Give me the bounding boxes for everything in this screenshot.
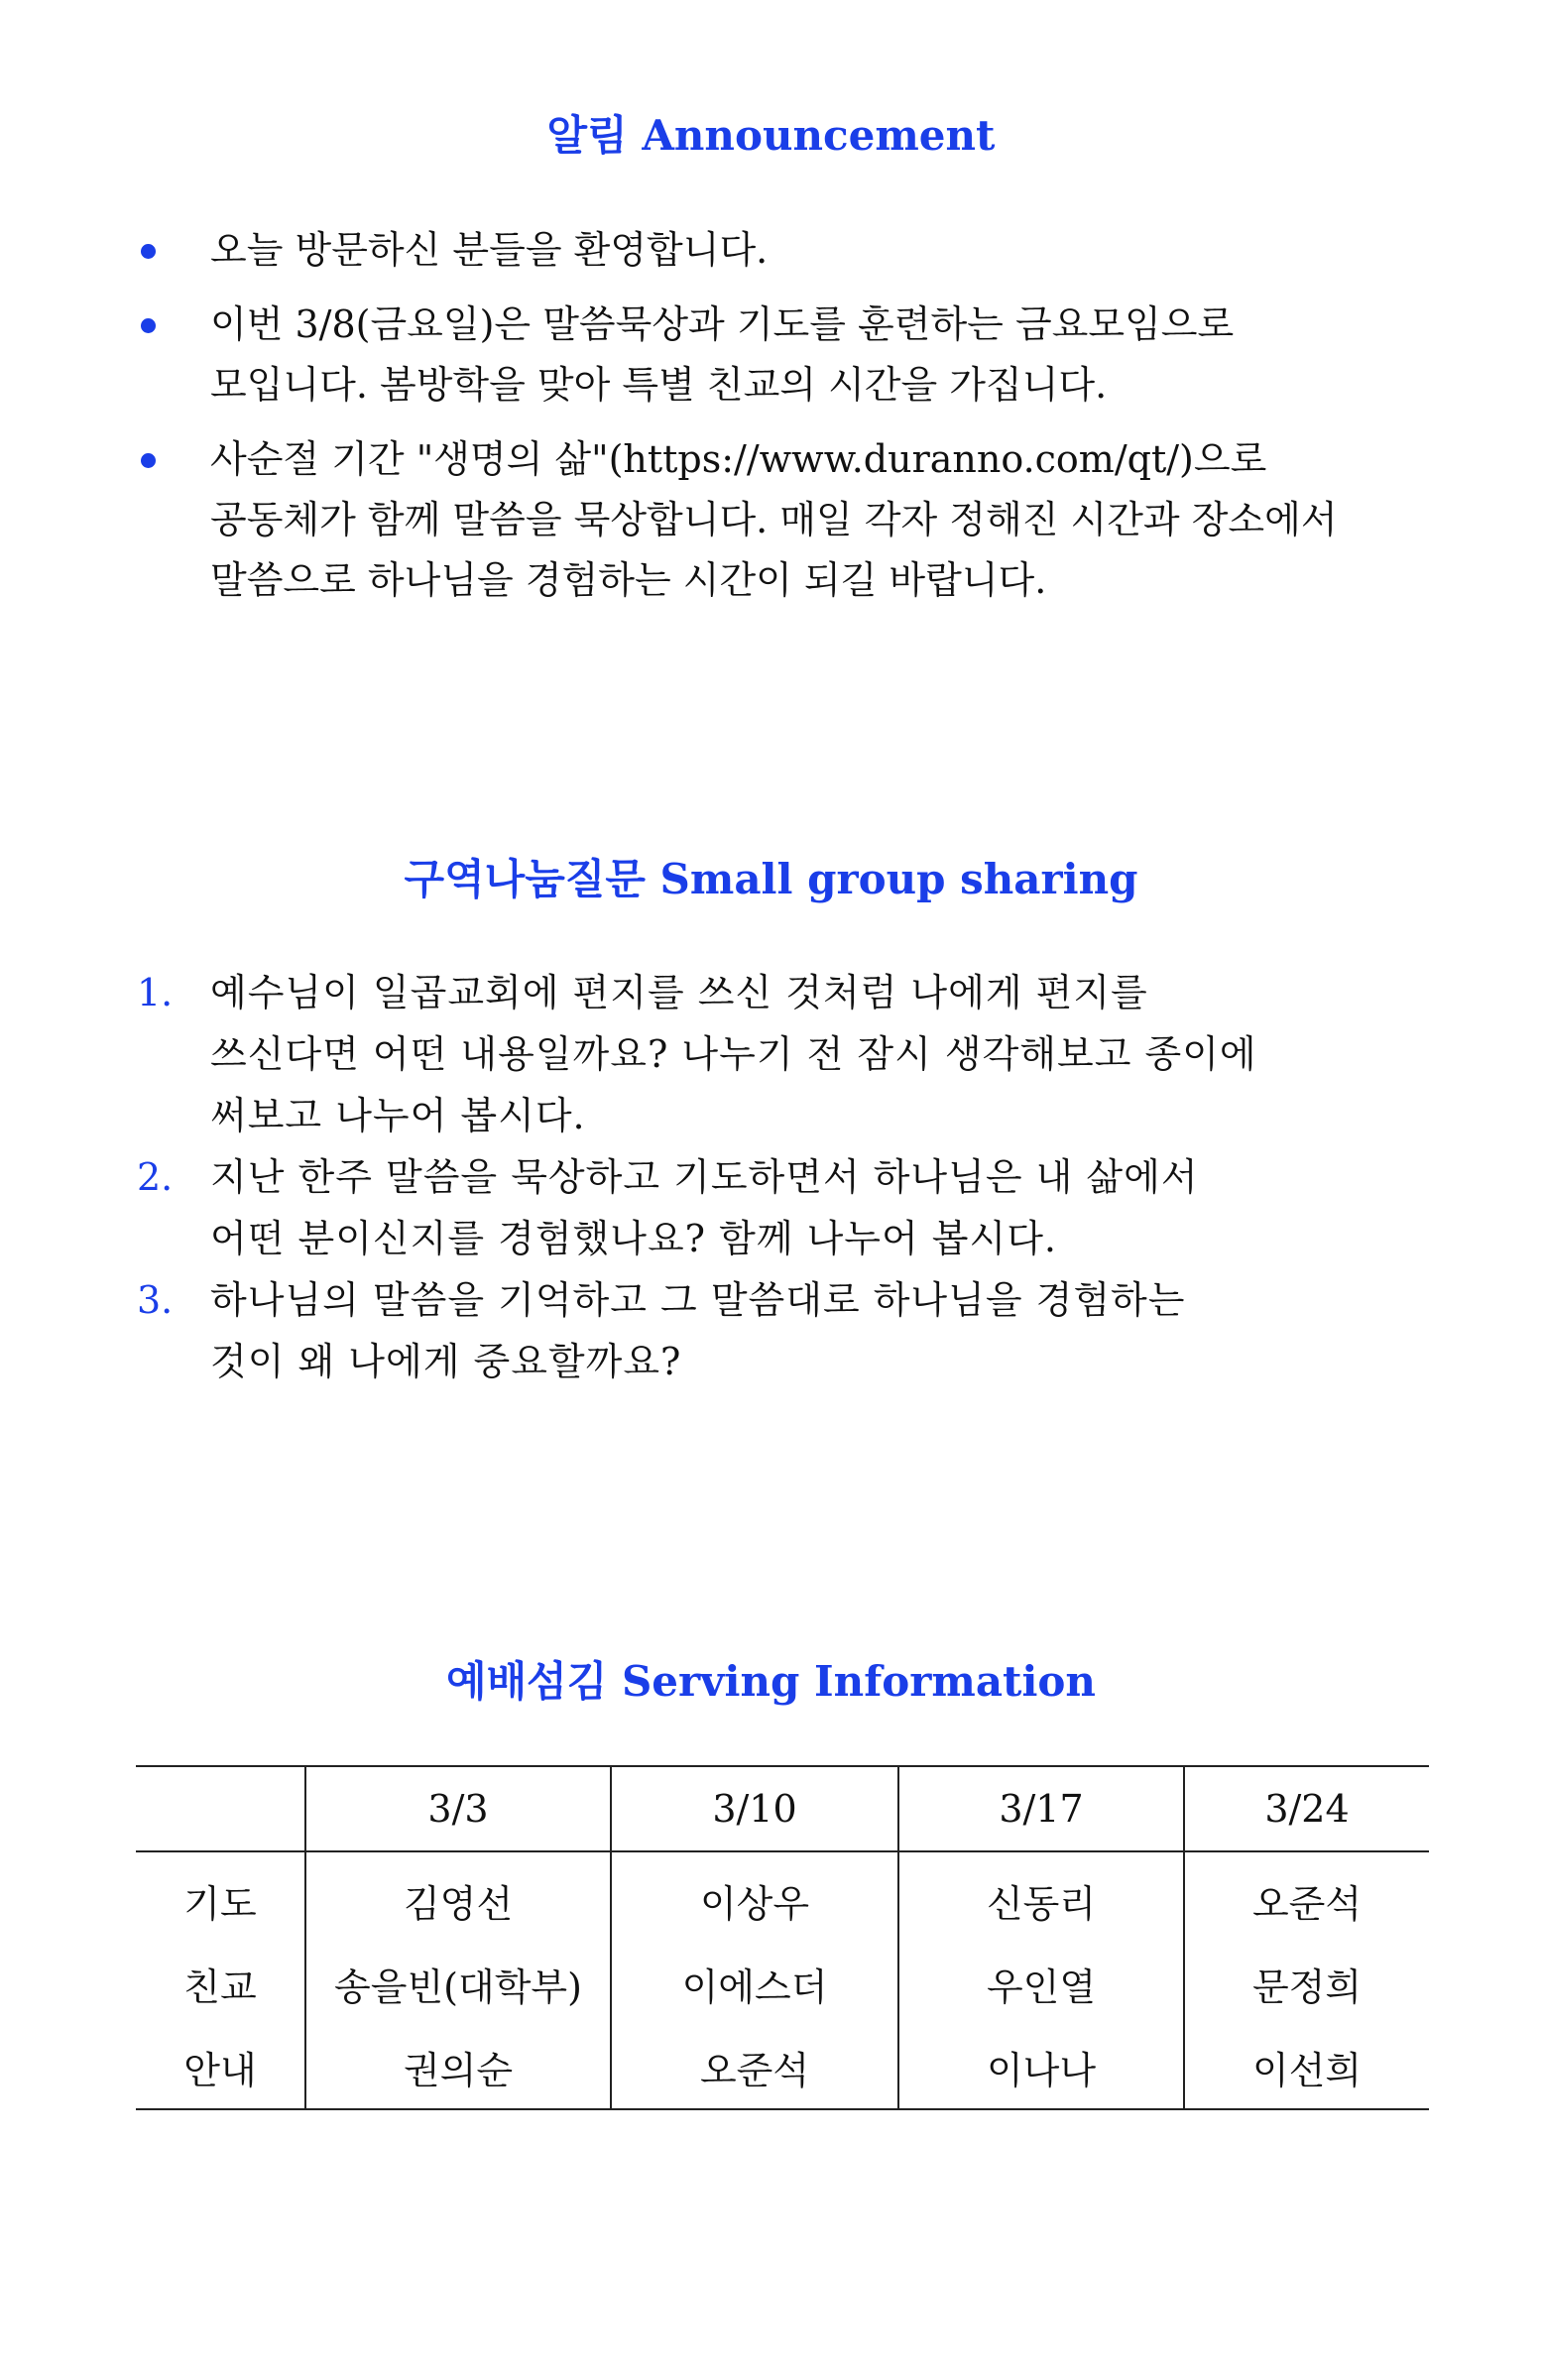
table-cell: 안내 — [183, 2048, 257, 2092]
bullet-icon — [141, 318, 156, 333]
table-header-cell: 3/10 — [611, 1766, 898, 1851]
announcement-line: 오늘 방문하신 분들을 환영합니다. — [210, 228, 769, 272]
table-cell: 이상우 — [611, 1851, 898, 1942]
table-cell: 송을빈(대학부) — [305, 1942, 611, 2025]
question-number: 1. — [137, 971, 174, 1014]
table-cell: 이에스더 — [611, 1942, 898, 2025]
table-row — [136, 1942, 1429, 2025]
table-cell: 이나나 — [898, 2025, 1184, 2109]
table-cell: 우인열 — [898, 1942, 1184, 2025]
table-header-cell: 3/17 — [898, 1766, 1184, 1851]
sharing-title: 구역나눔질문 Small group sharing — [404, 855, 1138, 903]
table-header-cell — [136, 1766, 305, 1851]
table-header-cell: 3/3 — [305, 1766, 611, 1851]
question-line: 써보고 나누어 봅시다. — [210, 1094, 586, 1137]
table-cell: 이선희 — [1184, 2025, 1429, 2109]
announcement-item — [134, 295, 1423, 416]
serving-table — [136, 1765, 1429, 2110]
table-cell: 기도 — [183, 1881, 257, 1926]
table-cell: 권의순 — [305, 2025, 611, 2109]
table-cell: 오준석 — [611, 2025, 898, 2109]
announcement-item — [134, 220, 1423, 281]
question-number: 3. — [137, 1278, 174, 1322]
sharing-question — [134, 1146, 1423, 1269]
table-row — [136, 1851, 1429, 1942]
sharing-question — [134, 1269, 1423, 1392]
table-cell: 오준석 — [1184, 1851, 1429, 1942]
table-row — [136, 2025, 1429, 2109]
table-cell: 문정희 — [1184, 1942, 1429, 2025]
serving-title: 예배섬김 Serving Information — [446, 1657, 1096, 1706]
question-number: 2. — [137, 1155, 174, 1199]
table-cell: 신동리 — [898, 1851, 1184, 1942]
question-line: 쓰신다면 어떤 내용일까요? 나누기 전 잠시 생각해보고 종이에 — [210, 1032, 1257, 1076]
question-line: 어떤 분이신지를 경험했나요? 함께 나누어 봅시다. — [210, 1217, 1058, 1260]
announcement-line: 모입니다. 봄방학을 맞아 특별 친교의 시간을 가집니다. — [210, 363, 1108, 407]
announcement-line: 사순절 기간 "생명의 삶"(https://www.duranno.com/qt/)으로 — [210, 437, 1267, 481]
bullet-icon — [141, 244, 156, 259]
question-line: 하나님의 말씀을 기억하고 그 말씀대로 하나님을 경험하는 — [210, 1278, 1186, 1322]
sharing-question-list — [134, 962, 1423, 1392]
announcement-title: 알림 Announcement — [546, 111, 996, 160]
announcement-line: 공동체가 함께 말씀을 묵상합니다. 매일 각자 정해진 시간과 장소에서 — [210, 498, 1338, 541]
announcement-item — [134, 429, 1423, 611]
question-line: 지난 한주 말씀을 묵상하고 기도하면서 하나님은 내 삶에서 — [210, 1155, 1199, 1199]
question-line: 것이 왜 나에게 중요할까요? — [210, 1340, 682, 1383]
sharing-question — [134, 962, 1423, 1146]
table-header-cell: 3/24 — [1184, 1766, 1429, 1851]
question-line: 예수님이 일곱교회에 편지를 쓰신 것처럼 나에게 편지를 — [210, 971, 1148, 1014]
table-cell: 김영선 — [305, 1851, 611, 1942]
bullet-icon — [141, 453, 156, 468]
table-header-row — [136, 1766, 1429, 1851]
announcement-list — [134, 220, 1423, 625]
announcement-line: 이번 3/8(금요일)은 말씀묵상과 기도를 훈련하는 금요모임으로 — [210, 302, 1235, 346]
announcement-line: 말씀으로 하나님을 경험하는 시간이 되길 바랍니다. — [210, 558, 1047, 602]
table-cell: 친교 — [183, 1964, 257, 2009]
